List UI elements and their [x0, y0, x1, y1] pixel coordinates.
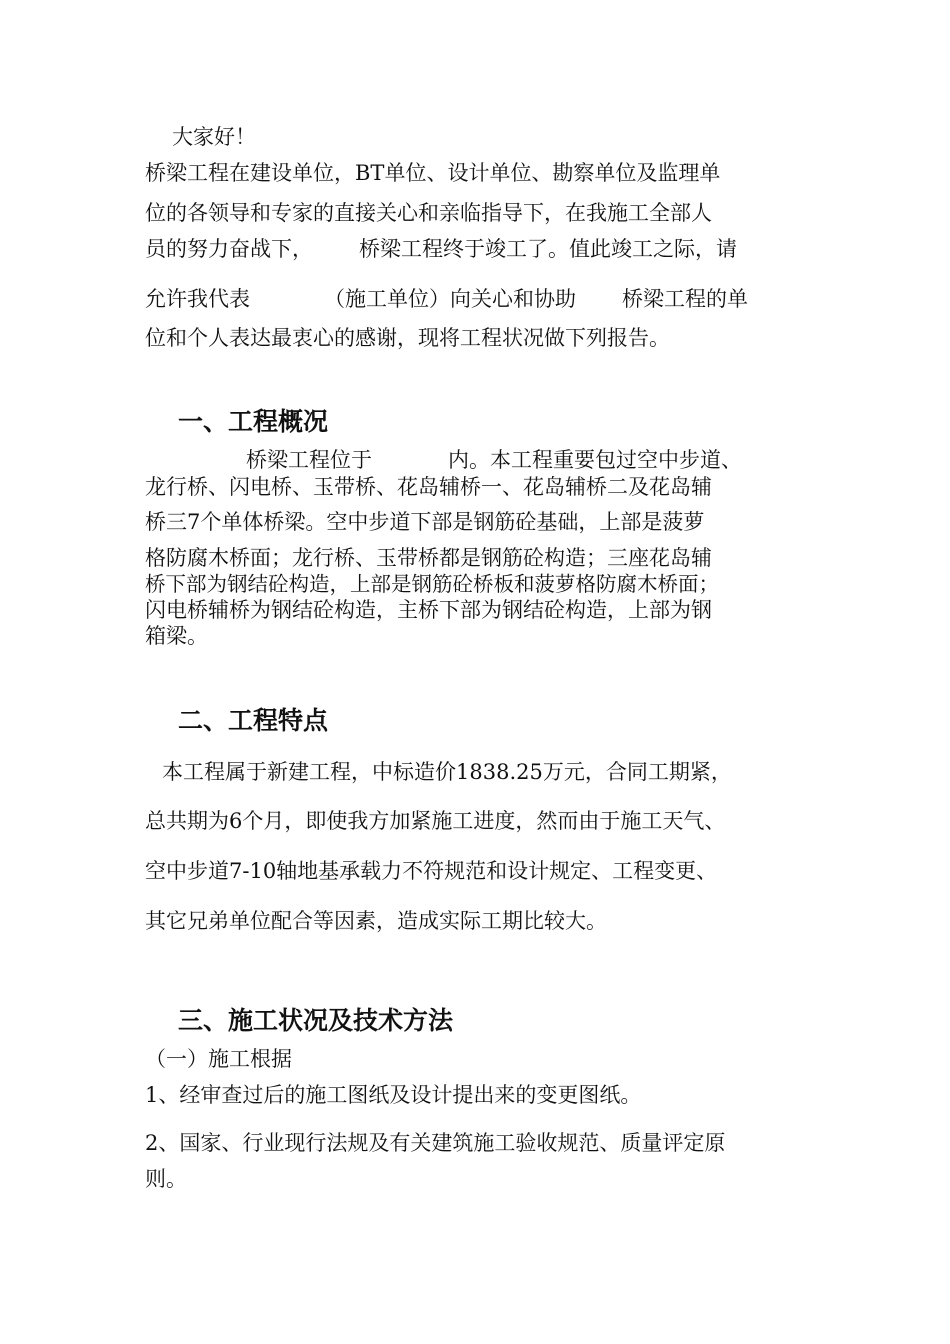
intro-line-4-part-a: 允许我代表: [145, 287, 250, 311]
intro-line-3-part-a: 员的努力奋战下，: [145, 237, 313, 261]
section-heading-overview: 一、工程概况: [178, 407, 329, 436]
overview-line-1-part-b: 内。本工程重要包过空中步道、: [448, 448, 742, 472]
section-heading-features: 二、工程特点: [178, 706, 329, 735]
intro-line-1: 桥梁工程在建设单位，BT单位、设计单位、勘察单位及监理单: [145, 161, 721, 185]
overview-line-2: 龙行桥、闪电桥、玉带桥、花岛辅桥一、花岛辅桥二及花岛辅: [145, 475, 712, 499]
overview-line-6: 闪电桥辅桥为钢结砼构造，主桥下部为钢结砼构造，上部为钢: [145, 598, 712, 622]
intro-line-3-part-b: 桥梁工程终于竣工了。值此竣工之际，请: [359, 237, 737, 261]
construction-subheading: （一）施工根据: [145, 1047, 292, 1071]
construction-item-2-cont: 则。: [145, 1167, 187, 1191]
features-line-1: 本工程属于新建工程，中标造价1838.25万元，合同工期紧，: [162, 760, 732, 784]
overview-line-1-part-a: 桥梁工程位于: [246, 448, 372, 472]
intro-line-4-part-c: 桥梁工程的单: [622, 287, 748, 311]
intro-line-4-part-b: （施工单位）向关心和协助: [324, 287, 576, 311]
features-line-4: 其它兄弟单位配合等因素，造成实际工期比较大。: [145, 909, 607, 933]
intro-line-3: [145, 236, 737, 262]
intro-line-4: [145, 286, 748, 312]
features-line-3: 空中步道7-10轴地基承载力不符规范和设计规定、工程变更、: [145, 859, 718, 883]
overview-line-7: 箱梁。: [145, 624, 208, 648]
construction-item-2: 2、国家、行业现行法规及有关建筑施工验收规范、质量评定原: [145, 1131, 726, 1155]
overview-line-1: [246, 447, 742, 473]
overview-line-3: 桥三7个单体桥梁。空中步道下部是钢筋砼基础，上部是菠萝: [145, 510, 705, 534]
overview-line-5: 桥下部为钢结砼构造，上部是钢筋砼桥板和菠萝格防腐木桥面；: [145, 572, 719, 596]
section-heading-construction: 三、施工状况及技术方法: [178, 1006, 454, 1035]
intro-line-5: 位和个人表达最衷心的感谢，现将工程状况做下列报告。: [145, 326, 670, 350]
features-line-2: 总共期为6个月，即使我方加紧施工进度，然而由于施工天气、: [145, 809, 726, 833]
overview-line-4: 格防腐木桥面；龙行桥、玉带桥都是钢筋砼构造；三座花岛辅: [145, 546, 712, 570]
intro-line-2: 位的各领导和专家的直接关心和亲临指导下，在我施工全部人: [145, 201, 712, 225]
greeting: 大家好！: [172, 125, 256, 149]
construction-item-1: 1、经审查过后的施工图纸及设计提出来的变更图纸。: [145, 1083, 642, 1107]
